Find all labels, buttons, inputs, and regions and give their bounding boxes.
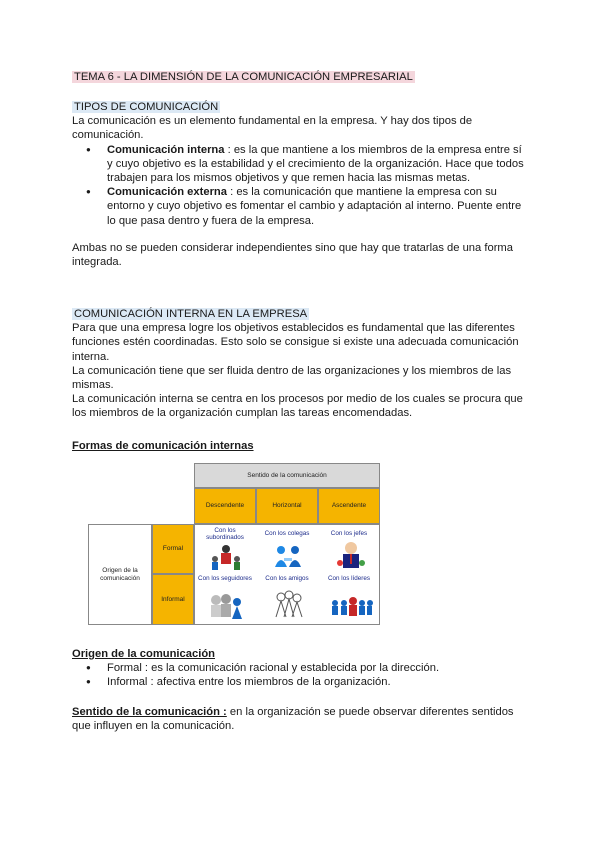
forms-heading: Formas de comunicación internas: [72, 440, 254, 452]
cell-label: Con los colegas: [264, 530, 310, 537]
colleagues-icon: [272, 543, 304, 571]
row-header: Informal: [152, 574, 194, 625]
list-item: ● Formal : es la comunicación racional y establecida por la dirección.: [72, 661, 530, 675]
section-origen: [72, 647, 530, 690]
section-heading: Origen de la comunicación: [72, 648, 215, 660]
cell-label: Con los amigos: [265, 575, 309, 582]
followers-icon: [208, 591, 244, 621]
section-sentido: [72, 705, 530, 733]
column-header: Descendente: [194, 488, 256, 524]
cell-label: Con los líderes: [328, 575, 370, 582]
column-header: Ascendente: [318, 488, 380, 524]
bullet-list: [72, 661, 530, 689]
section-tipos: [72, 100, 530, 269]
paragraph: Sentido de la comunicación : en la organización se puede observar diferentes sentidos que influyen en la comunicación.: [72, 706, 514, 733]
cell-label: Con los seguidores: [198, 575, 252, 582]
bullet-list: [72, 143, 530, 228]
page-title: TEMA 6 - LA DIMENSIÓN DE LA COMUNICACIÓN EMPRESARIAL: [74, 71, 413, 83]
boss-figure-icon: [210, 543, 242, 571]
section-heading: TIPOS DE COMUNICACIÓN: [74, 101, 219, 113]
list-item: ● Comunicación interna : es la que mantiene a los miembros de la empresa entre sí y cuyo objetivo es la estabilidad y el crecimiento de la organización. Hace que todos trabajen para los mismos objetivos y que remen hacia las mismas metas.: [72, 143, 530, 186]
row-header: Formal: [152, 524, 194, 574]
communication-table: [88, 463, 380, 625]
list-item: ● Informal : afectiva entre los miembros de la organización.: [72, 675, 530, 689]
paragraph: La comunicación es un elemento fundamental en la empresa. Y hay dos tipos de comunicación.: [72, 115, 473, 142]
list-item: ● Comunicación externa : es la comunicación que mantiene la empresa con su entorno y cuyo objetivo es fomentar el cambio y adaptación al interno. Puente entre lo que pasa dentro y fuera de la empresa.: [72, 185, 530, 228]
table-top-header: Sentido de la comunicación: [194, 463, 380, 488]
paragraph: Ambas no se pueden considerar independientes sino que hay que tratarlas de una forma integrada.: [72, 241, 513, 269]
boss-icon: [335, 541, 367, 571]
paragraph: La comunicación tiene que ser fluida dentro de las organizaciones y los miembros de las mismas.: [72, 364, 512, 392]
leaders-icon: [329, 595, 373, 617]
section-interna: [72, 307, 530, 421]
column-header: Horizontal: [256, 488, 318, 524]
friends-icon: [272, 589, 306, 621]
cell-label: Con los jefes: [330, 530, 368, 537]
section-heading: COMUNICACIÓN INTERNA EN LA EMPRESA: [74, 308, 308, 320]
cell-label: Con los subordinados: [206, 527, 244, 541]
paragraph: Para que una empresa logre los objetivos establecidos es fundamental que las diferentes funciones estén coordinadas. Esto solo se consigue si existe una adecuada comunicación interna.: [72, 322, 519, 363]
row-group-header: Origen de la comunicación: [88, 524, 152, 625]
paragraph: La comunicación interna se centra en los procesos por medio de los cuales se procura que los miembros de la organización cumplan las tareas encomendadas.: [72, 393, 523, 420]
